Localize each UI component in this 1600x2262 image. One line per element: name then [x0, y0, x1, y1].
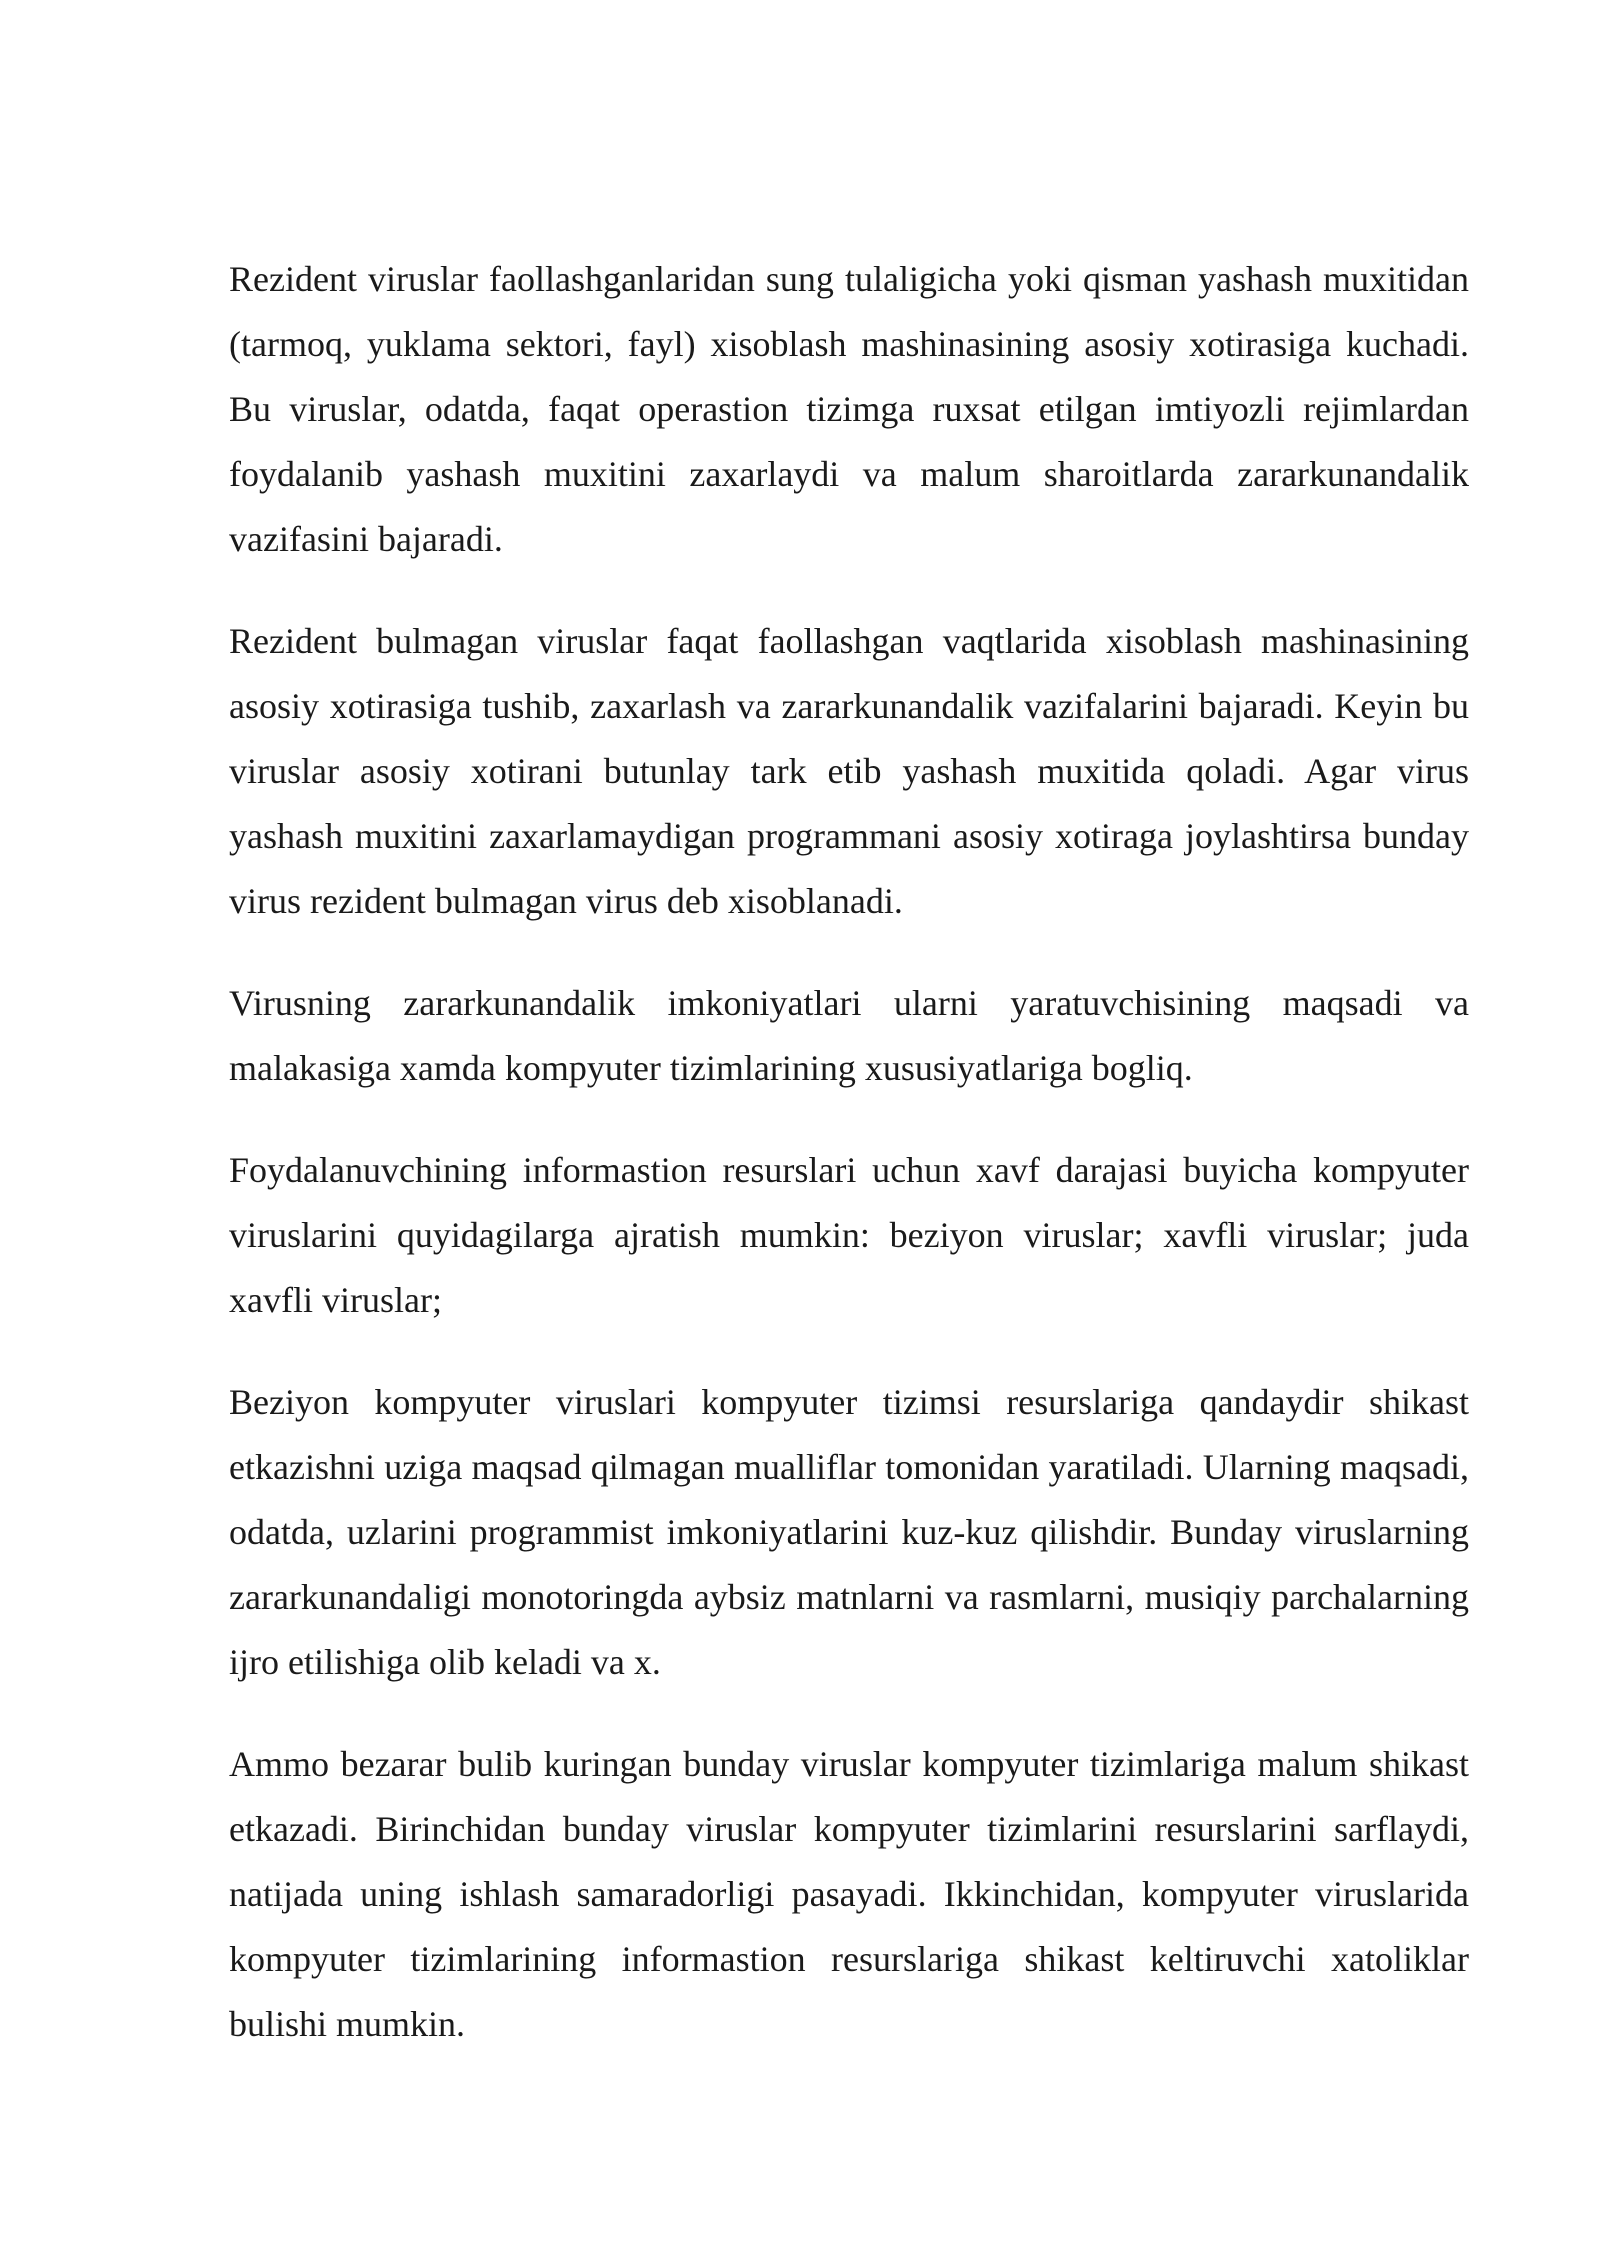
document-body [229, 247, 1469, 2094]
paragraph-harmless-viruses: Beziyon kompyuter viruslari kompyuter tizimsi resurslariga qandaydir shikast etkazishni uziga maqsad qilmagan mualliflar tomonidan yaratiladi. Ularning maqsadi, odatda, uzlarini programmist imkoniyatlarini kuz-kuz qilishdir. Bunday viruslarning zararkunandaligi monotoringda aybsiz matnlarni va rasmlarni, musiqiy parchalarning ijro etilishiga olib keladi va x. [229, 1382, 1469, 1682]
paragraph-non-resident-viruses: Rezident bulmagan viruslar faqat faollashgan vaqtlarida xisoblash mashinasining asosiy xotirasiga tushib, zaxarlash va zararkunandalik vazifalarini bajaradi. Keyin bu viruslar asosiy xotirani butunlay tark etib yashash muxitida qoladi. Agar virus yashash muxitini zaxarlamaydigan programmani asosiy xotiraga joylashtirsa bunday virus rezident bulmagan virus deb xisoblanadi. [229, 621, 1469, 921]
paragraph-danger-classification: Foydalanuvchining informastion resurslari uchun xavf darajasi buyicha kompyuter viruslarini quyidagilarga ajratish mumkin: beziyon viruslar; xavfli viruslar; juda xavfli viruslar; [229, 1150, 1469, 1320]
paragraph-resident-viruses: Rezident viruslar faollashganlaridan sung tulaligicha yoki qisman yashash muxitidan (tarmoq, yuklama sektori, fayl) xisoblash mashinasining asosiy xotirasiga kuchadi. Bu viruslar, odatda, faqat operastion tizimga ruxsat etilgan imtiyozli rejimlardan foydalanib yashash muxitini zaxarlaydi va malum sharoitlarda zararkunandalik vazifasini bajaradi. [229, 259, 1469, 559]
paragraph-virus-capabilities: Virusning zararkunandalik imkoniyatlari ularni yaratuvchisining maqsadi va malakasiga xamda kompyuter tizimlarining xususiyatlariga bogliq. [229, 983, 1469, 1088]
paragraph-hidden-damage: Ammo bezarar bulib kuringan bunday viruslar kompyuter tizimlariga malum shikast etkazadi. Birinchidan bunday viruslar kompyuter tizimlarini resurslarini sarflaydi, natijada uning ishlash samaradorligi pasayadi. Ikkinchidan, kompyuter viruslarida kompyuter tizimlarining informastion resurslariga shikast keltiruvchi xatoliklar bulishi mumkin. [229, 1744, 1469, 2044]
